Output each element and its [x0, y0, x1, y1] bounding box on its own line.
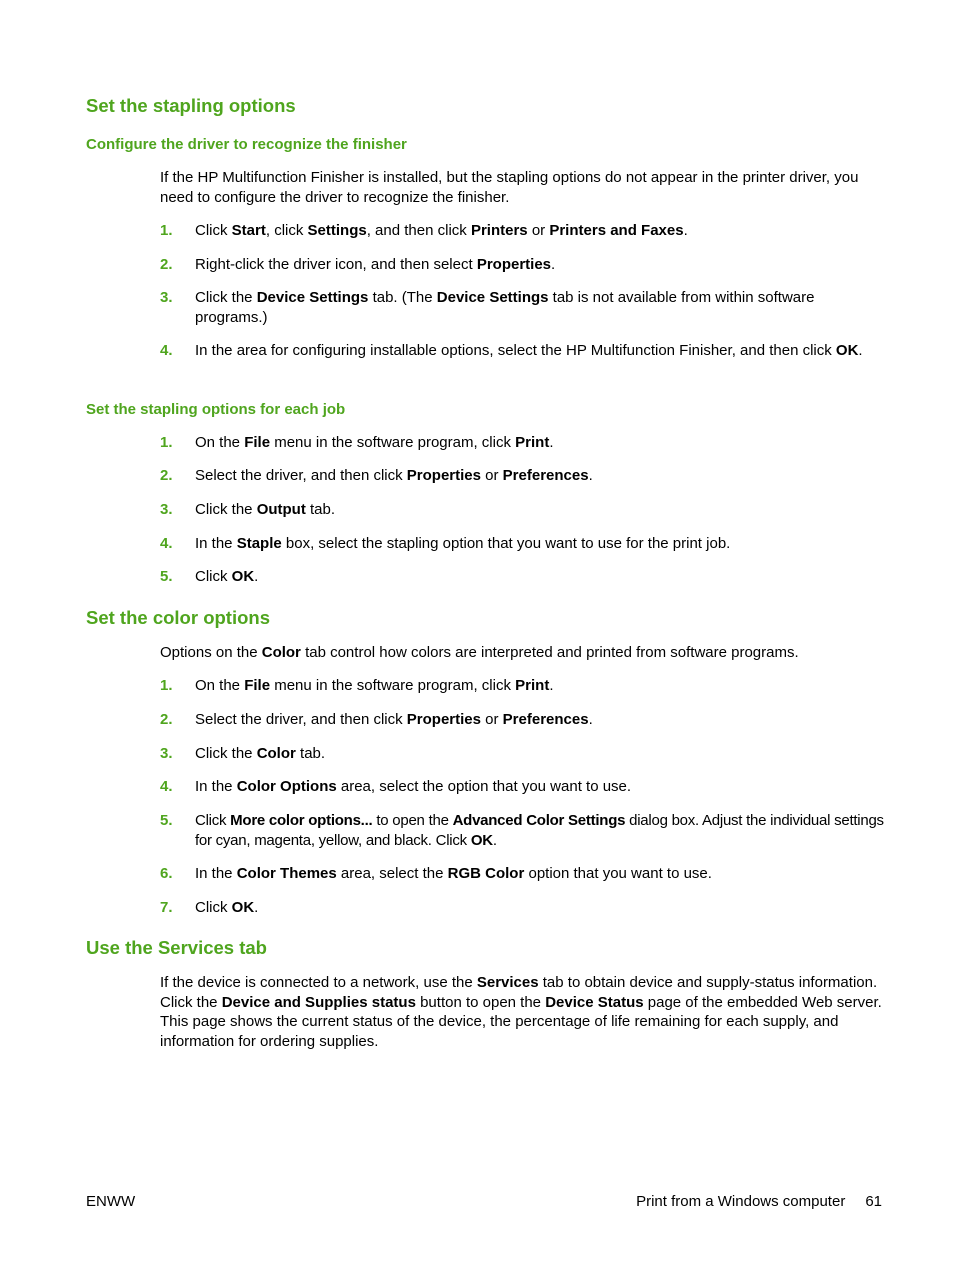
- emphasis-term: Properties: [406, 467, 481, 484]
- page-number: 61: [865, 1193, 882, 1210]
- step-text: Select the driver, and then click Properties or Preferences.: [195, 711, 593, 728]
- step-text: In the Staple box, select the stapling option that you want to use for the print job.: [195, 535, 731, 552]
- emphasis-term: Properties: [476, 256, 552, 273]
- footer-right: [636, 1192, 882, 1212]
- emphasis-term: Color Options: [236, 778, 337, 795]
- step-text: On the File menu in the software program, click Print.: [195, 677, 554, 694]
- step-text: Select the driver, and then click Properties or Preferences.: [195, 467, 593, 484]
- step-number: 5.: [160, 812, 173, 829]
- emphasis-term: Device and Supplies status: [221, 993, 416, 1011]
- heading-stapling: Set the stapling options: [86, 95, 296, 116]
- heading-services-tab: Use the Services tab: [86, 937, 267, 958]
- step-number: 4.: [160, 778, 173, 795]
- step-number: 3.: [160, 289, 173, 306]
- emphasis-term: Printers: [470, 222, 528, 239]
- emphasis-term: Device Status: [545, 993, 644, 1011]
- step-number: 4.: [160, 535, 173, 552]
- emphasis-term: Preferences: [502, 711, 589, 728]
- footer-section-title: Print from a Windows computer: [636, 1193, 846, 1210]
- step-text: Click the Color tab.: [195, 745, 326, 762]
- emphasis-term: Services: [476, 974, 539, 991]
- step-number: 3.: [160, 501, 173, 518]
- emphasis-term: Staple: [236, 535, 282, 552]
- emphasis-term: OK: [231, 568, 255, 585]
- subheading-stapling-each-job: Set the stapling options for each job: [86, 401, 346, 418]
- emphasis-term: Output: [256, 501, 306, 518]
- emphasis-term: File: [244, 677, 271, 694]
- step-text: In the Color Themes area, select the RGB Color option that you want to use.: [195, 865, 712, 882]
- step-text: Click the Device Settings tab. (The Device Settings tab is not available from within software programs.): [195, 289, 815, 326]
- emphasis-term: Preferences: [502, 467, 589, 484]
- step-number: 2.: [160, 467, 173, 484]
- step-number: 1.: [160, 434, 173, 451]
- emphasis-term: Color: [256, 745, 296, 762]
- step-number: 4.: [160, 342, 173, 359]
- emphasis-term: Print: [515, 434, 550, 451]
- services-intro: If the device is connected to a network, use the Services tab to obtain device and supply-status information. Click the Device and Supplies status button to open the Device Status page of the embedded Web server. This page shows the current status of the device, the percentage of life remaining for each supply, and information for ordering supplies.: [160, 974, 882, 1050]
- subheading-configure-driver: Configure the driver to recognize the finisher: [86, 136, 407, 153]
- step-text: Click Start, click Settings, and then click Printers or Printers and Faxes.: [195, 222, 688, 239]
- emphasis-term: File: [244, 434, 271, 451]
- heading-color-options: Set the color options: [86, 607, 270, 628]
- emphasis-term: Device Settings: [436, 289, 549, 306]
- step-number: 7.: [160, 899, 173, 916]
- step-number: 1.: [160, 677, 173, 694]
- emphasis-term: Print: [515, 677, 550, 694]
- step-text: Click OK.: [195, 568, 259, 585]
- step-text: Click the Output tab.: [195, 501, 336, 518]
- emphasis-term: More color options...: [230, 812, 373, 829]
- step-number: 2.: [160, 256, 173, 273]
- step-number: 3.: [160, 745, 173, 762]
- emphasis-term: Advanced Color Settings: [452, 812, 626, 829]
- step-text: Right-click the driver icon, and then select Properties.: [195, 256, 556, 273]
- emphasis-term: Color Themes: [236, 865, 337, 882]
- emphasis-term: OK: [835, 342, 859, 359]
- emphasis-term: Start: [231, 222, 266, 239]
- step-text: In the area for configuring installable options, select the HP Multifunction Finisher, and then click OK.: [195, 342, 863, 359]
- emphasis-term: Settings: [307, 222, 367, 239]
- emphasis-term: Properties: [406, 711, 481, 728]
- emphasis-term: Printers and Faxes: [549, 222, 684, 239]
- step-number: 2.: [160, 711, 173, 728]
- emphasis-term: OK: [470, 831, 493, 849]
- footer-left: ENWW: [86, 1193, 136, 1210]
- emphasis-term: RGB Color: [447, 865, 525, 882]
- step-text: On the File menu in the software program, click Print.: [195, 434, 554, 451]
- emphasis-term: OK: [231, 899, 255, 916]
- step-text: In the Color Options area, select the option that you want to use.: [195, 778, 632, 795]
- color-intro: Options on the Color tab control how colors are interpreted and printed from software programs.: [160, 644, 799, 661]
- emphasis-term: Device Settings: [256, 289, 369, 306]
- step-number: 6.: [160, 865, 173, 882]
- step-number: 1.: [160, 222, 173, 239]
- configure-intro: If the HP Multifunction Finisher is installed, but the stapling options do not appear in the printer driver, you need to configure the driver to recognize the finisher.: [160, 169, 859, 206]
- step-number: 5.: [160, 568, 173, 585]
- step-text: Click More color options... to open the Advanced Color Settings dialog box. Adjust the individual settings for cyan, magenta, yellow, and black. Click OK.: [195, 812, 884, 849]
- emphasis-term: Color: [261, 644, 301, 661]
- step-text: Click OK.: [195, 899, 259, 916]
